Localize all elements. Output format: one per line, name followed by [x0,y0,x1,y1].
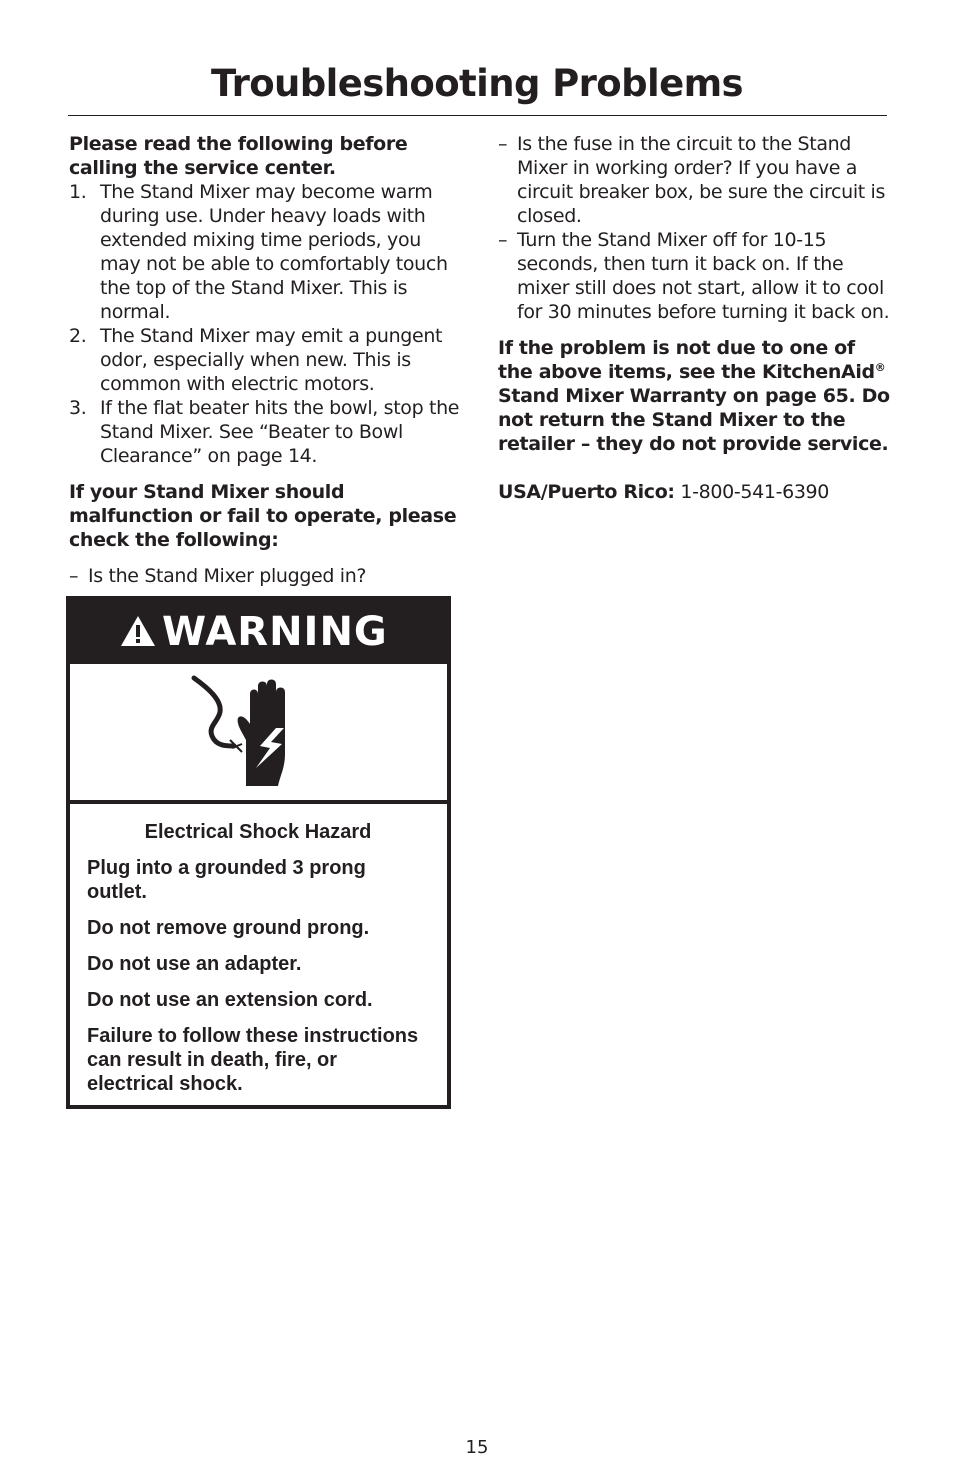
left-column [69,132,465,588]
list-item [69,396,465,468]
check-item [498,132,890,228]
warning-text [70,804,447,1096]
warning-line: Do not use an adapter. [87,953,302,975]
item-number: 3. [69,397,87,419]
page-title: Troubleshooting Problems [211,62,743,105]
service-note [498,336,890,456]
warning-triangle-icon [120,615,156,647]
registered-mark: ® [874,361,886,374]
warning-line: Plug into a grounded 3 prong outlet. [87,857,366,903]
check-text: Is the fuse in the circuit to the Stand Mixer in working order? If you have a circuit breaker box, be sure the circuit is closed. [517,133,886,227]
check-item [498,228,890,324]
intro-heading: Please read the following before calling the service center. [69,133,408,179]
check-text: Turn the Stand Mixer off for 10-15 seconds, then turn it back on. If the mixer still does not start, allow it to cool for 30 minutes before turning it back on. [517,229,890,323]
phone-number: 1-800-541-6390 [680,481,830,503]
warning-icon-panel [70,664,447,804]
dash-marker: – [69,565,79,587]
item-number: 2. [69,325,87,347]
check-item [69,564,465,588]
item-number: 1. [69,181,87,203]
list-item [69,180,465,324]
service-note-part-2: Stand Mixer Warranty on page 65. Do not return the Stand Mixer to the retailer – they do not provide service. [498,385,890,455]
warning-line: Do not use an extension cord. [87,989,373,1011]
warning-title: WARNING [162,609,388,655]
warning-header [70,600,447,664]
warning-line: Do not remove ground prong. [87,917,370,939]
hazard-title: Electrical Shock Hazard [144,821,372,843]
item-text: The Stand Mixer may emit a pungent odor, especially when new. This is common with electric motors. [100,325,443,395]
title-rule [68,115,887,116]
dash-marker: – [498,133,508,155]
item-text: If the flat beater hits the bowl, stop the Stand Mixer. See “Beater to Bowl Clearance” on page 14. [100,397,460,467]
list-item [69,324,465,396]
warning-line: Failure to follow these instructions can result in death, fire, or electrical shock. [87,1025,419,1095]
dash-marker: – [498,229,508,251]
item-text: The Stand Mixer may become warm during use. Under heavy loads with extended mixing time periods, you may not be able to comfortably touch the top of the Stand Mixer. This is normal. [100,181,448,323]
electrical-shock-hand-icon [70,664,447,800]
warning-box [66,596,451,1109]
malfunction-heading: If your Stand Mixer should malfunction or fail to operate, please check the following: [69,481,457,551]
phone-label: USA/Puerto Rico: [498,481,675,503]
service-note-part-1: If the problem is not due to one of the above items, see the KitchenAid [498,337,875,383]
check-text: Is the Stand Mixer plugged in? [88,565,367,587]
phone-line [498,480,890,504]
right-column [498,132,890,504]
page-number: 15 [465,1437,489,1458]
